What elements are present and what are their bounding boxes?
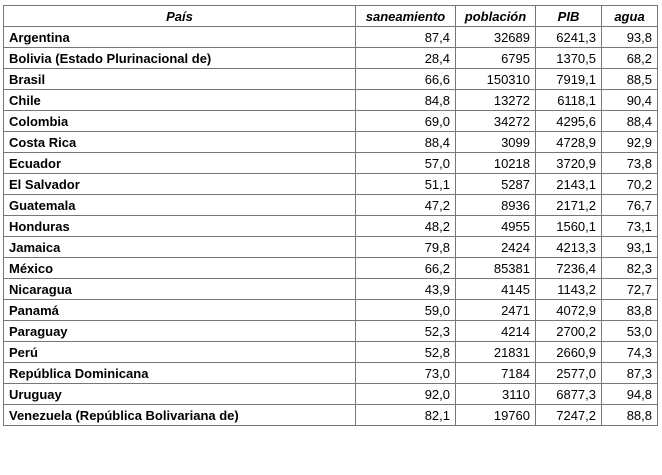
cell-agua: 68,2	[602, 48, 658, 69]
table-row	[4, 342, 658, 363]
cell-country: Ecuador	[4, 153, 356, 174]
table-row	[4, 384, 658, 405]
cell-country: México	[4, 258, 356, 279]
cell-agua: 76,7	[602, 195, 658, 216]
cell-poblacion: 8936	[456, 195, 536, 216]
cell-country: Uruguay	[4, 384, 356, 405]
table-row	[4, 27, 658, 48]
cell-poblacion: 2471	[456, 300, 536, 321]
cell-pib: 2577,0	[536, 363, 602, 384]
table-row	[4, 174, 658, 195]
cell-country: Nicaragua	[4, 279, 356, 300]
cell-country: Jamaica	[4, 237, 356, 258]
cell-agua: 92,9	[602, 132, 658, 153]
cell-agua: 94,8	[602, 384, 658, 405]
cell-agua: 53,0	[602, 321, 658, 342]
cell-agua: 70,2	[602, 174, 658, 195]
data-table	[3, 5, 658, 426]
cell-poblacion: 6795	[456, 48, 536, 69]
cell-poblacion: 4955	[456, 216, 536, 237]
cell-agua: 72,7	[602, 279, 658, 300]
header-poblacion: población	[456, 6, 536, 27]
cell-poblacion: 150310	[456, 69, 536, 90]
cell-country: Brasil	[4, 69, 356, 90]
cell-country: Guatemala	[4, 195, 356, 216]
table-row	[4, 237, 658, 258]
cell-agua: 88,4	[602, 111, 658, 132]
cell-poblacion: 4214	[456, 321, 536, 342]
table-row	[4, 405, 658, 426]
table-row	[4, 363, 658, 384]
cell-country: República Dominicana	[4, 363, 356, 384]
cell-pib: 4728,9	[536, 132, 602, 153]
cell-country: Chile	[4, 90, 356, 111]
cell-saneamiento: 92,0	[356, 384, 456, 405]
cell-country: Colombia	[4, 111, 356, 132]
cell-agua: 93,1	[602, 237, 658, 258]
cell-pib: 6118,1	[536, 90, 602, 111]
table-row	[4, 69, 658, 90]
cell-pib: 4072,9	[536, 300, 602, 321]
cell-poblacion: 4145	[456, 279, 536, 300]
cell-pib: 7236,4	[536, 258, 602, 279]
cell-pib: 6877,3	[536, 384, 602, 405]
cell-pib: 3720,9	[536, 153, 602, 174]
cell-country: Bolivia (Estado Plurinacional de)	[4, 48, 356, 69]
header-row	[4, 6, 658, 27]
cell-pib: 1143,2	[536, 279, 602, 300]
table-row	[4, 111, 658, 132]
cell-saneamiento: 59,0	[356, 300, 456, 321]
cell-saneamiento: 66,2	[356, 258, 456, 279]
cell-pib: 1560,1	[536, 216, 602, 237]
cell-agua: 88,5	[602, 69, 658, 90]
cell-poblacion: 85381	[456, 258, 536, 279]
cell-agua: 90,4	[602, 90, 658, 111]
cell-agua: 87,3	[602, 363, 658, 384]
cell-saneamiento: 43,9	[356, 279, 456, 300]
cell-saneamiento: 47,2	[356, 195, 456, 216]
cell-saneamiento: 82,1	[356, 405, 456, 426]
cell-agua: 74,3	[602, 342, 658, 363]
cell-poblacion: 21831	[456, 342, 536, 363]
cell-saneamiento: 69,0	[356, 111, 456, 132]
cell-poblacion: 3110	[456, 384, 536, 405]
cell-saneamiento: 52,8	[356, 342, 456, 363]
header-agua: agua	[602, 6, 658, 27]
cell-saneamiento: 48,2	[356, 216, 456, 237]
cell-pib: 4295,6	[536, 111, 602, 132]
table-body	[4, 27, 658, 426]
cell-agua: 82,3	[602, 258, 658, 279]
header-pais: País	[4, 6, 356, 27]
table-row	[4, 300, 658, 321]
table-row	[4, 279, 658, 300]
cell-pib: 6241,3	[536, 27, 602, 48]
table-row	[4, 258, 658, 279]
cell-agua: 83,8	[602, 300, 658, 321]
cell-saneamiento: 57,0	[356, 153, 456, 174]
cell-agua: 73,1	[602, 216, 658, 237]
cell-pib: 2171,2	[536, 195, 602, 216]
table-row	[4, 90, 658, 111]
cell-poblacion: 34272	[456, 111, 536, 132]
cell-country: Costa Rica	[4, 132, 356, 153]
cell-saneamiento: 88,4	[356, 132, 456, 153]
cell-country: Panamá	[4, 300, 356, 321]
header-pib: PIB	[536, 6, 602, 27]
cell-poblacion: 5287	[456, 174, 536, 195]
cell-agua: 73,8	[602, 153, 658, 174]
table-row	[4, 132, 658, 153]
table-row	[4, 195, 658, 216]
cell-saneamiento: 87,4	[356, 27, 456, 48]
cell-country: Venezuela (República Bolivariana de)	[4, 405, 356, 426]
cell-saneamiento: 84,8	[356, 90, 456, 111]
cell-saneamiento: 28,4	[356, 48, 456, 69]
table-row	[4, 153, 658, 174]
cell-poblacion: 13272	[456, 90, 536, 111]
cell-saneamiento: 73,0	[356, 363, 456, 384]
header-saneamiento: saneamiento	[356, 6, 456, 27]
cell-poblacion: 2424	[456, 237, 536, 258]
cell-pib: 2700,2	[536, 321, 602, 342]
cell-country: Paraguay	[4, 321, 356, 342]
cell-poblacion: 32689	[456, 27, 536, 48]
cell-saneamiento: 79,8	[356, 237, 456, 258]
cell-pib: 2660,9	[536, 342, 602, 363]
cell-pib: 4213,3	[536, 237, 602, 258]
cell-agua: 88,8	[602, 405, 658, 426]
cell-poblacion: 7184	[456, 363, 536, 384]
cell-pib: 1370,5	[536, 48, 602, 69]
table-row	[4, 48, 658, 69]
cell-country: Honduras	[4, 216, 356, 237]
cell-pib: 7919,1	[536, 69, 602, 90]
cell-saneamiento: 66,6	[356, 69, 456, 90]
cell-pib: 7247,2	[536, 405, 602, 426]
cell-country: Perú	[4, 342, 356, 363]
cell-pib: 2143,1	[536, 174, 602, 195]
cell-saneamiento: 51,1	[356, 174, 456, 195]
table-row	[4, 321, 658, 342]
cell-country: El Salvador	[4, 174, 356, 195]
cell-country: Argentina	[4, 27, 356, 48]
cell-agua: 93,8	[602, 27, 658, 48]
table-row	[4, 216, 658, 237]
cell-poblacion: 3099	[456, 132, 536, 153]
cell-poblacion: 10218	[456, 153, 536, 174]
cell-saneamiento: 52,3	[356, 321, 456, 342]
cell-poblacion: 19760	[456, 405, 536, 426]
